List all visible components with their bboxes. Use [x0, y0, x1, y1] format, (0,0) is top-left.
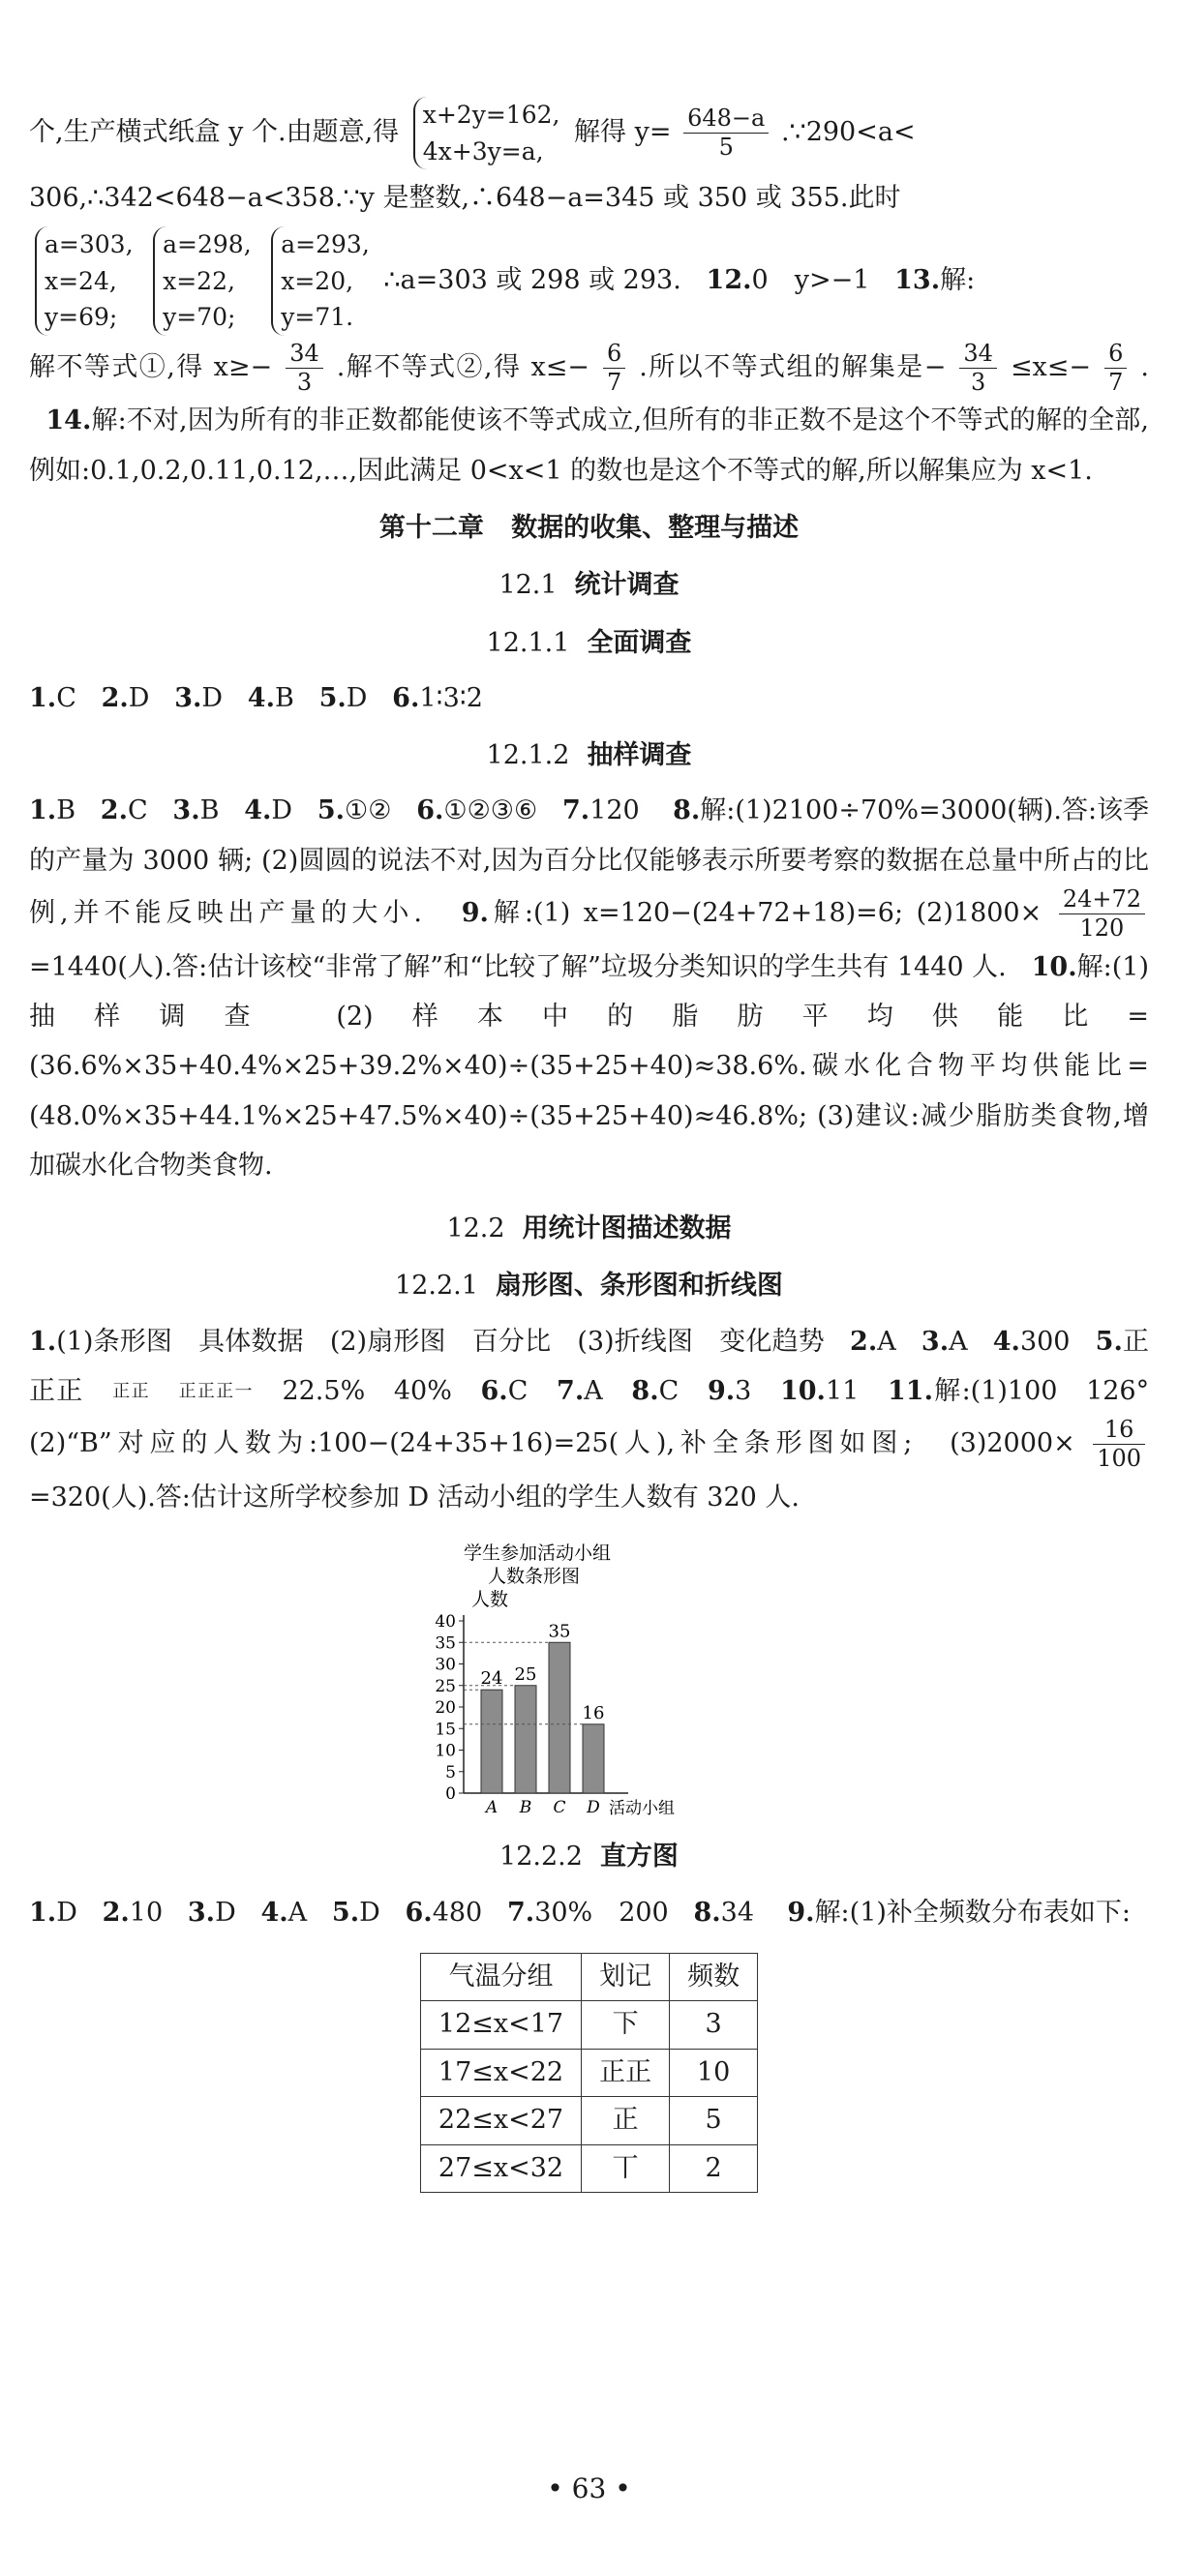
table-cell: 5: [670, 2097, 758, 2145]
section-number: 12.2.2: [499, 1842, 583, 1872]
table-cell: 17≤x<22: [420, 2049, 581, 2097]
fraction-numerator: 24+72: [1059, 885, 1145, 914]
question-number-8: 8.: [631, 1376, 659, 1407]
answer-4: 300: [1019, 1326, 1071, 1357]
table-header-row: [420, 1953, 757, 2001]
answer-8: C: [658, 1376, 680, 1407]
section-number: 12.1.2: [486, 740, 570, 771]
bar: [515, 1686, 536, 1793]
answer-value: D: [359, 1897, 380, 1928]
question-number: 7.: [562, 795, 590, 826]
answers-12-1-2: [29, 786, 1149, 1190]
question-number: 6.: [405, 1897, 433, 1928]
chart-ylabel: 人数: [470, 1589, 508, 1611]
fraction-denominator: 120: [1079, 914, 1125, 942]
x-tick-label: B: [519, 1798, 531, 1818]
y-tick-label: 10: [434, 1741, 456, 1761]
solution-1-y: y=69;: [45, 303, 118, 332]
solution-3-y: y=71.: [281, 303, 354, 332]
answers-12-2-2: [29, 1888, 1149, 1937]
table-cell: 下: [582, 2001, 670, 2050]
table-row: [420, 2097, 757, 2145]
question-number-8: 8.: [673, 795, 701, 826]
answer-11-b: =320(人).答:估计这所学校参加 D 活动小组的学生人数有 320 人.: [29, 1482, 800, 1513]
answer-value: ①②③⑥: [443, 795, 538, 826]
equation-system: [413, 97, 560, 169]
question-number: 4.: [244, 795, 272, 826]
answer-page: [29, 97, 1176, 2193]
chapter-number: 第十二章: [378, 512, 484, 543]
answer-value: D: [346, 682, 368, 713]
answer-value: B: [199, 795, 220, 826]
answer-value: 1∶3∶2: [419, 682, 483, 713]
answer-12: 0 y>−1: [751, 265, 870, 296]
chart-title-line-2: 人数条形图: [487, 1566, 580, 1588]
bar: [583, 1724, 604, 1793]
solution-system-3: [271, 226, 370, 336]
answer-9-a: 解:(1) x=120−(24+72+18)=6; (2)1800×: [488, 897, 1042, 928]
solution-system-2: [153, 226, 252, 336]
bar: [549, 1642, 570, 1793]
fraction-denominator: 7: [1108, 368, 1124, 396]
question-number: 6.: [392, 682, 420, 713]
answer-value: 480: [432, 1897, 483, 1928]
question-number-9: 9.: [787, 1897, 815, 1928]
table-cell: 10: [670, 2049, 758, 2097]
answer-value: C: [127, 795, 148, 826]
solution-3-a: a=293,: [281, 230, 370, 259]
q13-text-2: .解不等式②,得 x≤−: [336, 351, 589, 382]
q13-text-3: .所以不等式组的解集是−: [639, 351, 947, 382]
intro-line-1: [29, 97, 1149, 169]
answer-value: 30% 200: [534, 1897, 669, 1928]
table-cell: 2: [670, 2144, 758, 2193]
intro-line-2: 306,∴342<648−a<358.∵y 是整数,∴648−a=345 或 350 或 355.此时: [29, 183, 901, 213]
solution-2-a: a=298,: [163, 230, 252, 259]
section-12-1-2-heading: [29, 731, 1149, 780]
section-12-1-1-heading: [29, 618, 1149, 668]
answer-5-tally-b: 正正: [112, 1381, 150, 1402]
x-tick-label: A: [485, 1798, 498, 1818]
answer-5-tally-c: 正正正一: [178, 1381, 254, 1402]
solution-2-x: x=22,: [163, 266, 235, 295]
chart-title-line-1: 学生参加活动小组: [463, 1543, 611, 1565]
table-cell: 27≤x<32: [420, 2144, 581, 2193]
question-number-14: 14.: [45, 405, 92, 436]
question-number-5: 5.: [1095, 1326, 1123, 1357]
answer-value: C: [56, 682, 76, 713]
solution-1-x: x=24,: [45, 266, 117, 295]
fraction-numerator: 34: [959, 340, 997, 369]
intro-line-3: [29, 226, 1149, 336]
question-number: 7.: [507, 1897, 535, 1928]
section-title: 抽样调查: [587, 740, 692, 771]
answer-14: 解:不对,因为所有的非正数都能使该不等式成立,但所有的非正数不是这个不等式的解的全部,例如:0.1,0.2,0.11,0.12,…,因此满足 0<x<1 的数也是这个不等式的解,所以解集应为 x<1.: [29, 405, 1149, 486]
fraction-denominator: 3: [970, 368, 986, 396]
answer-6: C: [507, 1376, 529, 1407]
solution-system-1: [35, 226, 134, 336]
question-number: 4.: [247, 682, 275, 713]
question-number: 1.: [29, 682, 57, 713]
question-number-12: 12.: [706, 265, 752, 296]
x-tick-label: D: [586, 1798, 600, 1818]
short-answers: [29, 795, 665, 825]
answer-13-label: 解:: [940, 265, 976, 296]
q13-text-5: .: [1140, 351, 1149, 382]
y-tick-label: 0: [444, 1784, 456, 1805]
question-number-9: 9.: [707, 1376, 736, 1407]
table-header: 气温分组: [420, 1953, 581, 2001]
answer-2: A: [877, 1326, 896, 1357]
y-tick-label: 40: [434, 1612, 456, 1632]
section-title: 扇形图、条形图和折线图: [495, 1271, 783, 1302]
answer-value: 120: [589, 795, 640, 826]
q13-text-4: ≤x≤−: [1010, 351, 1092, 382]
section-number: 12.1.1: [486, 627, 570, 658]
answer-7: A: [584, 1376, 603, 1407]
question-number: 3.: [172, 795, 200, 826]
answer-value: D: [128, 682, 150, 713]
question-number-10: 10.: [779, 1376, 826, 1407]
table-header: 频数: [670, 1953, 758, 2001]
y-tick-label: 20: [434, 1698, 456, 1719]
table-cell: 正: [582, 2097, 670, 2145]
answer-value: D: [215, 1897, 236, 1928]
question-number: 3.: [187, 1897, 216, 1928]
chart-xlabel: 活动小组: [608, 1799, 675, 1819]
section-title: 统计调查: [574, 570, 680, 601]
fraction-numerator: 16: [1093, 1416, 1145, 1445]
solution-3-x: x=20,: [281, 266, 354, 295]
question-number-4: 4.: [992, 1326, 1020, 1357]
question-number: 6.: [416, 795, 444, 826]
section-title: 直方图: [599, 1842, 679, 1872]
answer-value: B: [274, 682, 294, 713]
intro-text-a: 个,生产横式纸盒 y 个.由题意,得: [29, 117, 400, 147]
solution-1-a: a=303,: [45, 230, 134, 259]
answer-value: D: [201, 682, 224, 713]
table-row: [420, 2049, 757, 2097]
question-number: 2.: [101, 682, 129, 713]
answer-3: A: [949, 1326, 968, 1357]
solution-2-y: y=70;: [163, 303, 236, 332]
question-number: 4.: [260, 1897, 288, 1928]
fraction-numerator: 34: [286, 340, 323, 369]
question-number: 3.: [174, 682, 202, 713]
q13-fraction-2: [603, 340, 625, 397]
bar-chart-svg: [415, 1542, 764, 1822]
question-number-6: 6.: [480, 1376, 508, 1407]
question-number-9: 9.: [461, 897, 489, 928]
page-number: • 63 •: [547, 2472, 631, 2504]
answer-11-a: 解:(1)100 126° (2)“B”对应的人数为:100−(24+35+16)=25(人),补全条形图如图; (3)2000×: [29, 1376, 1176, 1459]
answer-value: ①②: [345, 795, 392, 826]
bar-value-label: 25: [514, 1663, 536, 1685]
frequency-table: [420, 1953, 758, 2194]
answer-value: 34: [720, 1897, 755, 1928]
fraction-denominator: 100: [1097, 1445, 1141, 1473]
q13-fraction-1: [286, 340, 323, 397]
fraction-denominator: 7: [606, 368, 622, 396]
q13-text-1: 解不等式①,得 x≥−: [29, 351, 273, 382]
section-number: 12.2: [446, 1213, 505, 1244]
answer-13: [29, 340, 1149, 495]
answers-12-2-1: [29, 1317, 1176, 1522]
answer-5-percent: 22.5% 40%: [282, 1376, 452, 1407]
answer-8: 解:(1)2100÷70%=3000(辆).答:该季的产量为 3000 辆; (2)圆圆的说法不对,因为百分比仅能够表示所要考察的数据在总量中所占的比例,并不能反映出产量的大小.: [29, 795, 1150, 928]
question-number: 5.: [318, 682, 347, 713]
q9-fraction: [1059, 885, 1145, 943]
q13-fraction-3: [959, 340, 997, 397]
section-12-2-1-heading: [29, 1261, 1149, 1310]
bar-value-label: 24: [480, 1668, 502, 1690]
bar-chart: [415, 1542, 764, 1822]
short-answers: [29, 1898, 779, 1928]
question-number: 5.: [317, 795, 346, 826]
table-cell: 22≤x<27: [420, 2097, 581, 2145]
y-tick-label: 25: [434, 1676, 456, 1696]
answer-10: 11: [825, 1376, 860, 1407]
answer-5-tally-a: 正正正: [29, 1326, 1149, 1407]
fraction-denominator: 3: [296, 368, 313, 396]
question-number-11: 11.: [888, 1376, 933, 1407]
x-tick-label: C: [552, 1798, 566, 1818]
question-number: 8.: [693, 1897, 721, 1928]
table-row: [420, 2001, 757, 2050]
bar-value-label: 16: [582, 1703, 604, 1724]
y-tick-label: 35: [434, 1633, 456, 1654]
chapter-title: 数据的收集、整理与描述: [511, 512, 800, 543]
question-number: 2.: [100, 795, 128, 826]
intro-text-c: .∵290<a<: [780, 117, 916, 147]
question-number: 5.: [331, 1897, 360, 1928]
answer-value: D: [56, 1897, 77, 1928]
answer-value: A: [287, 1897, 308, 1928]
question-number-13: 13.: [894, 265, 941, 296]
question-number: 2.: [102, 1897, 130, 1928]
section-title: 用统计图描述数据: [522, 1213, 732, 1244]
section-title: 全面调查: [587, 627, 692, 658]
equation-1: x+2y=162,: [422, 101, 560, 129]
question-number-10: 10.: [1031, 951, 1077, 982]
table-header: 划记: [582, 1953, 670, 2001]
answers-12-1-1: [29, 674, 1149, 723]
q11-fraction: [1093, 1416, 1145, 1473]
fraction-numerator: 648−a: [683, 105, 769, 134]
answer-9-b: =1440(人).答:估计该校“非常了解”和“比较了解”垃圾分类知识的学生共有 1440 人.: [29, 951, 1007, 982]
y-tick-label: 30: [434, 1655, 456, 1675]
question-number-2: 2.: [850, 1326, 878, 1357]
answer-9: 3: [735, 1376, 752, 1407]
bar: [481, 1690, 502, 1793]
table-cell: 丅: [582, 2144, 670, 2193]
q13-fraction-4: [1104, 340, 1127, 397]
question-number-3: 3.: [921, 1326, 950, 1357]
fraction-y: [683, 105, 769, 162]
answer-value: 10: [129, 1897, 164, 1928]
equation-2: 4x+3y=a,: [422, 136, 544, 165]
fraction-numerator: 6: [603, 340, 625, 369]
question-number-7: 7.: [557, 1376, 585, 1407]
answer-10: 解:(1)抽样调查 (2)样本中的脂肪平均供能比=(36.6%×35+40.4%×25+39.2%×40)÷(35+25+40)≈38.6%.碳水化合物平均供能比=(48.0%×35+44.1%×25+47.5%×40)÷(35+25+40)≈46.8%; (3)建议:减少脂肪类食物,增加碳水化合物类食物.: [29, 951, 1150, 1181]
question-number-1: 1.: [29, 1326, 57, 1357]
section-number: 12.1: [498, 570, 558, 601]
y-tick-label: 5: [444, 1762, 456, 1782]
y-tick-label: 15: [434, 1720, 456, 1740]
chapter-heading: [29, 503, 1149, 553]
answer-9: 解:(1)补全频数分布表如下:: [814, 1897, 1132, 1928]
answer-value: B: [56, 795, 76, 826]
section-12-2-heading: [29, 1204, 1149, 1253]
fraction-denominator: 5: [718, 134, 734, 161]
question-number: 1.: [29, 795, 57, 826]
answer-1: (1)条形图 具体数据 (2)扇形图 百分比 (3)折线图 变化趋势: [56, 1326, 825, 1357]
bar-value-label: 35: [548, 1621, 570, 1642]
answer-value: D: [271, 795, 293, 826]
table-row: [420, 2144, 757, 2193]
table-cell: 3: [670, 2001, 758, 2050]
intro-text-tail: ∴a=303 或 298 或 293.: [383, 265, 681, 296]
section-12-2-2-heading: [29, 1832, 1149, 1881]
question-number: 1.: [29, 1897, 57, 1928]
fraction-numerator: 6: [1104, 340, 1127, 369]
table-cell: 正正: [582, 2049, 670, 2097]
intro-text-b: 解得 y=: [574, 117, 672, 147]
table-cell: 12≤x<17: [420, 2001, 581, 2050]
section-12-1-heading: [29, 560, 1149, 610]
section-number: 12.2.1: [395, 1271, 478, 1302]
